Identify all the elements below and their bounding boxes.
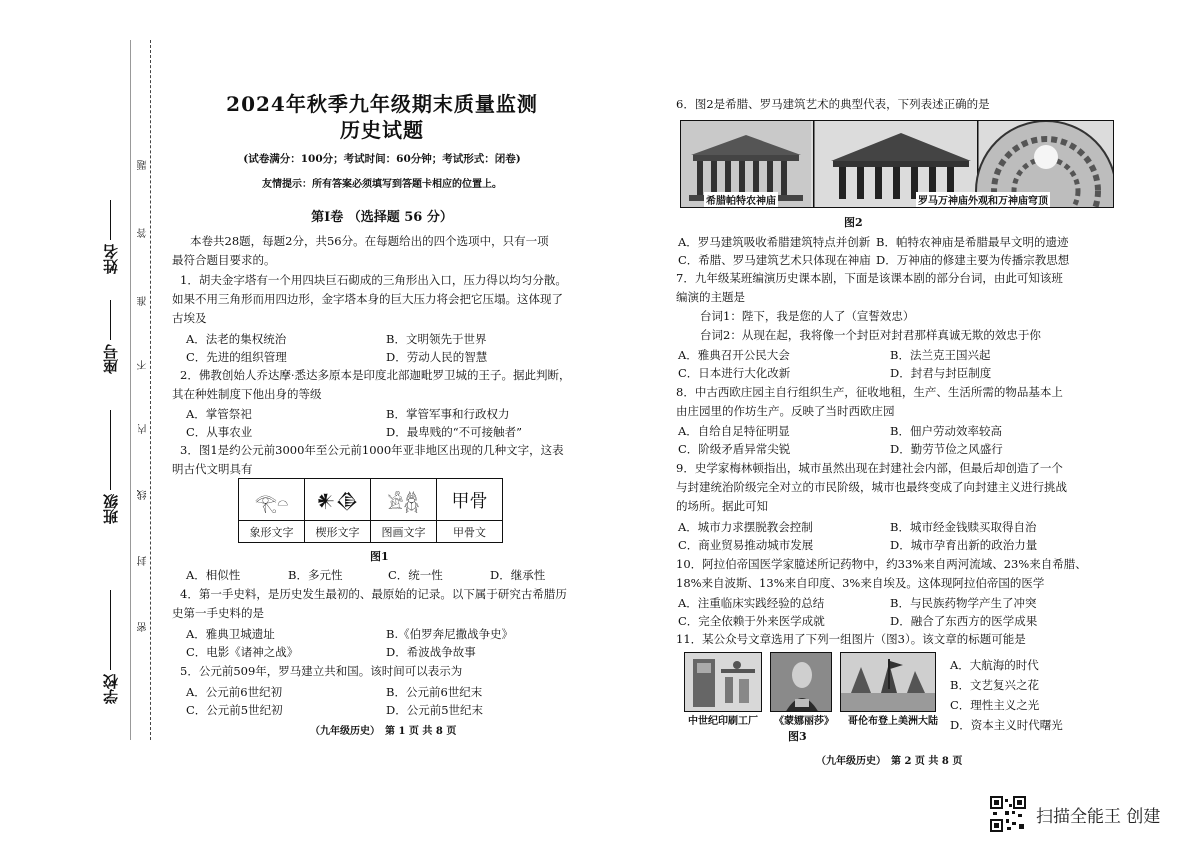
q9-stem: 与封建统治阶级完全对立的市民阶级，城市也最终变成了向封建主义进行挑战 [676, 480, 1067, 494]
script-label: 象形文字 [239, 521, 305, 543]
name-blank[interactable] [111, 200, 112, 240]
q4-option-b[interactable]: B.《伯罗奔尼撒战争史》 [386, 627, 514, 641]
q2-stem: 其在种姓制度下他出身的等级 [172, 387, 322, 401]
q10-option-a[interactable]: A．注重临床实践经验的总结 [678, 596, 825, 610]
q5-stem: 5．公元前509年，罗马建立共和国。该时间可以表示为 [180, 664, 463, 678]
q2-option-a[interactable]: A．掌管祭祀 [186, 407, 252, 421]
figure-2-caption-right: 罗马万神庙外观和万神庙穹顶 [916, 192, 1050, 207]
q4-option-d[interactable]: D．希波战争故事 [386, 645, 476, 659]
q6-stem: 6．图2是希腊、罗马建筑艺术的典型代表，下列表述正确的是 [676, 97, 990, 111]
glyph-cuneiform: 𒀭𒆠 [305, 479, 371, 521]
right-page [600, 0, 1200, 848]
q6-option-c[interactable]: C．希腊、罗马建筑艺术只体现在神庙 [678, 253, 871, 267]
glyph-hieroglyph: 𓂀𓏏 [239, 479, 305, 521]
q10-stem: 18%来自波斯、13%来自印度、3%来自埃及。这体现阿拉伯帝国的医学 [676, 576, 1045, 590]
seal-char: 不 [138, 360, 149, 370]
q9-option-d[interactable]: D．城市孕育出新的政治力量 [890, 538, 1038, 552]
q8-option-a[interactable]: A．自给自足特征明显 [678, 424, 790, 438]
q3-option-c[interactable]: C．统一性 [388, 568, 443, 582]
q5-option-b[interactable]: B．公元前6世纪末 [386, 685, 483, 699]
q9-option-c[interactable]: C．商业贸易推动城市发展 [678, 538, 814, 552]
q3-option-b[interactable]: B．多元性 [288, 568, 343, 582]
friendly-tip: 友情提示：所有答案必须填写到答题卡相应的位置上。 [262, 179, 502, 190]
printing-press-illustration [685, 653, 762, 712]
q1-stem: 古埃及 [172, 311, 207, 325]
school-label: 学校 [102, 674, 120, 704]
seat-field[interactable] [100, 300, 121, 374]
q7-option-a[interactable]: A．雅典召开公民大会 [678, 348, 790, 362]
q7-option-b[interactable]: B．法兰克王国兴起 [890, 348, 991, 362]
binding-margin [0, 0, 160, 848]
q1-option-a[interactable]: A．法老的集权统治 [186, 332, 287, 346]
school-blank[interactable] [111, 590, 112, 670]
q7-line-1: 台词1：陛下，我是您的人了（宣誓效忠） [700, 309, 915, 323]
seat-blank[interactable] [111, 300, 112, 340]
intro-line: 最符合题目要求的。 [172, 253, 276, 267]
script-label: 图画文字 [371, 521, 437, 543]
q11-option-c[interactable]: C．理性主义之光 [950, 698, 1040, 712]
figure-3-label: 图3 [788, 730, 807, 743]
q10-option-b[interactable]: B．与民族药物学产生了冲突 [890, 596, 1037, 610]
figure-3-columbus-image [840, 652, 936, 712]
page-footer-left: （九年级历史） 第 1 页 共 8 页 [310, 726, 457, 737]
q1-option-d[interactable]: D．劳动人民的智慧 [386, 350, 488, 364]
q4-option-a[interactable]: A．雅典卫城遗址 [186, 627, 275, 641]
figure-2-caption-left: 希腊帕特农神庙 [704, 192, 778, 207]
q1-stem: 如果不用三角形而用四边形，金字塔本身的巨大压力将会把它压塌。这体现了 [172, 292, 563, 306]
q8-stem: 由庄园里的作坊生产。反映了当时西欧庄园 [676, 404, 895, 418]
seal-char: 内 [138, 424, 149, 434]
q3-stem: 明古代文明具有 [172, 462, 253, 476]
q10-option-d[interactable]: D．融合了东西方的医学成果 [890, 614, 1038, 628]
q8-option-b[interactable]: B．佃户劳动效率较高 [890, 424, 1002, 438]
q1-stem: 1．胡夫金字塔有一个用四块巨石砌成的三角形出入口，压力得以均匀分散。 [180, 273, 567, 287]
q7-option-c[interactable]: C．日本进行大化改新 [678, 366, 791, 380]
q9-option-a[interactable]: A．城市力求摆脱教会控制 [678, 520, 813, 534]
figure-3-caption-1: 中世纪印刷工厂 [686, 712, 760, 727]
figure-3-caption-3: 哥伦布登上美洲大陆 [846, 712, 940, 727]
q6-option-b[interactable]: B．帕特农神庙是希腊最早文明的遗迹 [876, 235, 1069, 249]
figure-3-printing-image [684, 652, 762, 712]
seal-char: 题 [138, 160, 149, 170]
q6-option-a[interactable]: A．罗马建筑吸收希腊建筑特点并创新 [678, 235, 871, 249]
figure-1-table [238, 478, 503, 543]
q9-option-b[interactable]: B．城市经金钱赎买取得自治 [890, 520, 1037, 534]
q3-option-a[interactable]: A．相似性 [186, 568, 241, 582]
q2-option-b[interactable]: B．掌管军事和行政权力 [386, 407, 510, 421]
q2-stem: 2．佛教创始人乔达摩·悉达多原本是印度北部迦毗罗卫城的王子。据此判断， [180, 368, 571, 382]
mona-lisa-illustration [771, 653, 832, 712]
seat-label: 座号 [102, 344, 120, 374]
q4-option-c[interactable]: C．电影《诸神之战》 [186, 645, 299, 659]
figure-3-caption-2: 《蒙娜丽莎》 [772, 712, 836, 727]
q11-option-a[interactable]: A．大航海的时代 [950, 658, 1039, 672]
script-label: 甲骨文 [437, 521, 503, 543]
qr-code-icon [990, 796, 1026, 832]
seal-char: 准 [138, 296, 149, 306]
q7-line-2: 台词2：从现在起，我将像一个封臣对封君那样真诚无欺的效忠于你 [700, 328, 1041, 342]
figure-3-mona-lisa-image [770, 652, 832, 712]
binding-dashed-line [150, 40, 151, 740]
q4-stem: 史第一手史料的是 [172, 606, 264, 620]
seal-char: 封 [138, 556, 149, 566]
seal-char: 线 [138, 490, 149, 500]
q7-stem: 编演的主题是 [676, 290, 745, 304]
exam-meta: (试卷满分：100分；考试时间：60分钟；考试形式：闭卷) [243, 153, 521, 165]
q2-option-c[interactable]: C．从事农业 [186, 425, 253, 439]
name-field[interactable] [100, 200, 121, 274]
figure-1-caption: 图1 [370, 550, 389, 563]
seal-char: 答 [138, 228, 149, 238]
glyph-pictograph: 𓀀𓆣 [371, 479, 437, 521]
class-field[interactable] [100, 410, 121, 524]
class-blank[interactable] [111, 410, 112, 490]
q9-stem: 9．史学家梅林顿指出，城市虽然出现在封建社会内部，但最后却创造了一个 [676, 461, 1063, 475]
q11-option-b[interactable]: B．文艺复兴之花 [950, 678, 1039, 692]
glyph-oracle-bone: 甲骨 [437, 479, 503, 521]
q11-option-d[interactable]: D．资本主义时代曙光 [950, 718, 1063, 732]
q7-stem: 7．九年级某班编演历史课本剧，下面是该课本剧的部分台词，由此可知该班 [676, 271, 1063, 285]
q1-option-b[interactable]: B．文明领先于世界 [386, 332, 487, 346]
q1-option-c[interactable]: C．先进的组织管理 [186, 350, 287, 364]
q10-stem: 10．阿拉伯帝国医学家臆述所记药物中，约33%来自两河流域、23%来自希腊、 [676, 557, 1087, 571]
q5-option-a[interactable]: A．公元前6世纪初 [186, 685, 283, 699]
binding-thin-line [130, 40, 131, 740]
q10-option-c[interactable]: C．完全依赖于外来医学成就 [678, 614, 825, 628]
seal-char: 密 [138, 622, 149, 632]
page-footer-right: （九年级历史） 第 2 页 共 8 页 [816, 756, 963, 767]
q9-stem: 的场所。据此可知 [676, 499, 768, 513]
exam-title: 2024年秋季九年级期末质量监测 [226, 92, 538, 116]
q5-option-c[interactable]: C．公元前5世纪初 [186, 703, 283, 717]
q6-option-d[interactable]: D．万神庙的修建主要为传播宗教思想 [876, 253, 1070, 267]
columbus-landing-illustration [841, 653, 936, 712]
q3-stem: 3．图1是约公元前3000年至公元前1000年亚非地区出现的几种文字，这表 [180, 443, 564, 457]
q2-option-d[interactable]: D．最卑贱的“不可接触者” [386, 425, 522, 439]
q4-stem: 4．第一手史料，是历史发生最初的、最原始的记录。以下属于研究古希腊历 [180, 587, 567, 601]
q3-option-d[interactable]: D．继承性 [490, 568, 546, 582]
section-title: 第Ⅰ卷 （选择题 56 分） [311, 210, 453, 225]
name-label: 姓名 [102, 244, 120, 274]
q11-stem: 11．某公众号文章选用了下列一组图片（图3）。该文章的标题可能是 [676, 632, 1026, 646]
q8-option-d[interactable]: D．勤劳节俭之风盛行 [890, 442, 1003, 456]
script-label: 楔形文字 [305, 521, 371, 543]
q5-option-d[interactable]: D．公元前5世纪末 [386, 703, 484, 717]
figure-2-label: 图2 [844, 216, 863, 229]
scanner-text: 扫描全能王 创建 [1036, 807, 1161, 827]
q7-option-d[interactable]: D．封君与封臣制度 [890, 366, 992, 380]
scanner-watermark [990, 796, 1190, 836]
school-field[interactable] [100, 590, 121, 704]
intro-line: 本卷共28题，每题2分，共56分。在每题给出的四个选项中，只有一项 [190, 234, 549, 248]
exam-subject: 历史试题 [340, 118, 424, 142]
q8-stem: 8．中古西欧庄园主自行组织生产，征收地租，生产、生活所需的物品基本上 [676, 385, 1063, 399]
class-label: 班级 [102, 494, 120, 524]
q8-option-c[interactable]: C．阶级矛盾异常尖锐 [678, 442, 791, 456]
